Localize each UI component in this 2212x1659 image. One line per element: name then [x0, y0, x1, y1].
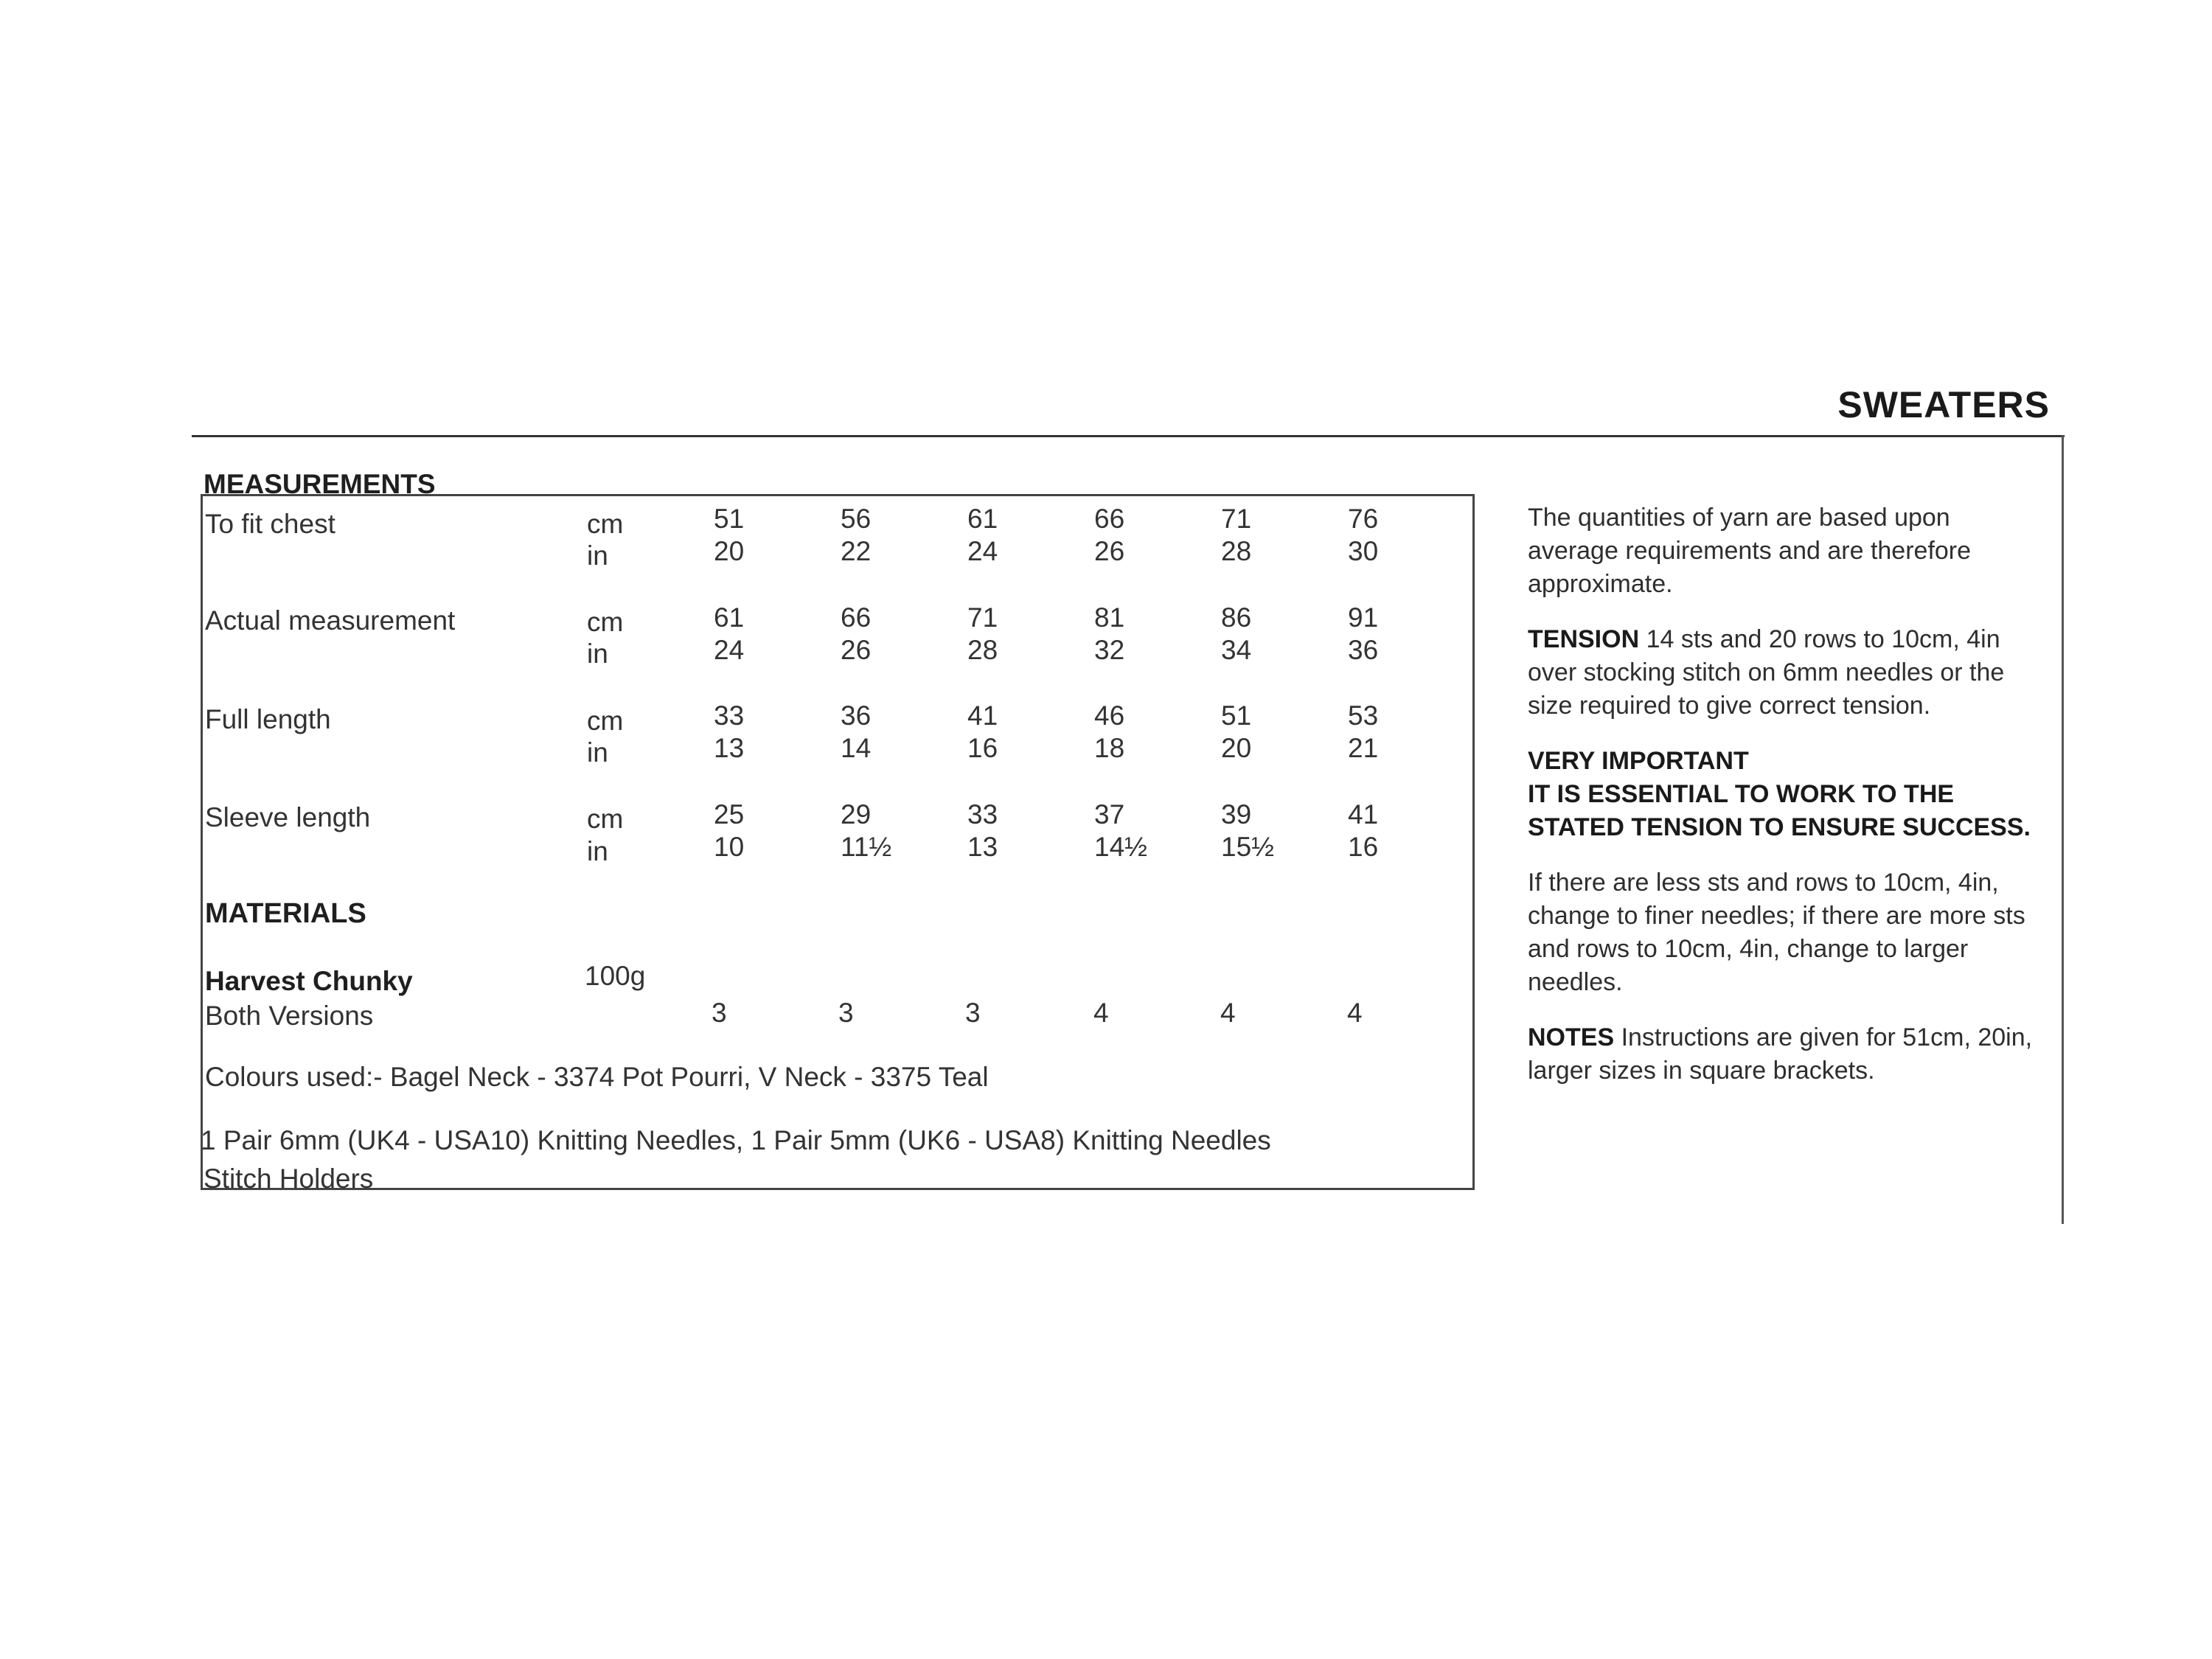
table-cell: 20 [1221, 733, 1252, 763]
table-cell: 10 [714, 832, 745, 862]
materials-heading: MATERIALS [205, 898, 366, 929]
table-cell: 29 [841, 799, 872, 830]
needles-info: 1 Pair 6mm (UK4 - USA10) Knitting Needles, 1 Pair 5mm (UK6 - USA8) Knitting Needles [201, 1125, 1271, 1155]
table-cell: 53 [1348, 700, 1379, 731]
table-cell: 11½ [841, 832, 892, 862]
tension-text: 14 sts and 20 rows to 10cm, 4in over stocking stitch on 6mm needles or the size required to give correct tension. [1528, 625, 2005, 720]
table-cell: 14 [841, 733, 872, 763]
table-cell: 4 [1347, 998, 1363, 1028]
table-cell: 51 [714, 504, 745, 534]
table-cell: 66 [841, 602, 872, 633]
tension-note [1528, 623, 2044, 723]
row-label-chest: To fit chest [205, 509, 335, 539]
quantities-note: The quantities of yarn are based upon average requirements and are therefore approximate. [1528, 504, 1972, 598]
table-cell: 61 [967, 504, 998, 534]
table-cell: 30 [1348, 536, 1379, 566]
notes-panel [1528, 501, 2044, 1110]
table-cell: 22 [841, 536, 872, 566]
header-divider [192, 435, 2065, 437]
unit-cm: cm [587, 607, 624, 637]
table-cell: 36 [1348, 635, 1379, 665]
notes-label: NOTES [1528, 1023, 1615, 1051]
table-cell: 16 [967, 733, 998, 763]
table-cell: 15½ [1221, 832, 1275, 862]
table-cell: 91 [1348, 602, 1379, 633]
table-cell: 28 [967, 635, 998, 665]
yarn-weight: 100g [585, 961, 646, 991]
important-note [1528, 745, 2044, 844]
table-cell: 32 [1094, 635, 1125, 665]
table-cell: 71 [1221, 504, 1252, 534]
unit-in: in [587, 737, 608, 768]
table-cell: 21 [1348, 733, 1379, 763]
colours-used: Colours used:- Bagel Neck - 3374 Pot Pourri, V Neck - 3375 Teal [205, 1062, 989, 1092]
table-cell: 13 [714, 733, 745, 763]
yarn-name: Harvest Chunky [205, 966, 413, 996]
table-cell: 41 [1348, 799, 1379, 830]
tension-label: TENSION [1528, 625, 1640, 653]
table-cell: 76 [1348, 504, 1379, 534]
measurements-heading: MEASUREMENTS [204, 469, 436, 499]
page-title: SWEATERS [1837, 384, 2050, 425]
table-cell: 3 [838, 998, 854, 1028]
table-cell: 25 [714, 799, 745, 830]
row-label-actual: Actual measurement [205, 605, 456, 636]
table-cell: 14½ [1094, 832, 1148, 862]
table-cell: 16 [1348, 832, 1379, 862]
notes-note [1528, 1021, 2044, 1088]
table-cell: 26 [841, 635, 872, 665]
table-cell: 3 [712, 998, 727, 1028]
table-cell: 4 [1093, 998, 1109, 1028]
adjust-note: If there are less sts and rows to 10cm, 4in, change to finer needles; if there are more sts and rows to 10cm, 4in, change to larger needles. [1528, 869, 2025, 996]
table-cell: 86 [1221, 602, 1252, 633]
unit-in: in [587, 836, 608, 866]
table-cell: 20 [714, 536, 745, 566]
table-cell: 36 [841, 700, 872, 731]
table-cell: 24 [714, 635, 745, 665]
table-cell: 18 [1094, 733, 1125, 763]
table-cell: 4 [1220, 998, 1236, 1028]
table-cell: 26 [1094, 536, 1125, 566]
table-cell: 46 [1094, 700, 1125, 731]
right-border [2062, 435, 2064, 1224]
table-cell: 66 [1094, 504, 1125, 534]
row-label-sleeve-length: Sleeve length [205, 802, 371, 832]
table-cell: 33 [967, 799, 998, 830]
unit-cm: cm [587, 706, 624, 736]
important-heading: VERY IMPORTANT [1528, 747, 1749, 775]
table-cell: 34 [1221, 635, 1252, 665]
unit-cm: cm [587, 804, 624, 834]
stitch-holders: Stitch Holders [204, 1164, 374, 1194]
unit-in: in [587, 540, 608, 571]
table-cell: 56 [841, 504, 872, 534]
table-cell: 71 [967, 602, 998, 633]
table-cell: 61 [714, 602, 745, 633]
table-cell: 28 [1221, 536, 1252, 566]
table-cell: 51 [1221, 700, 1252, 731]
unit-in: in [587, 639, 608, 669]
table-cell: 33 [714, 700, 745, 731]
important-text: IT IS ESSENTIAL TO WORK TO THE STATED TENSION TO ENSURE SUCCESS. [1528, 780, 2031, 841]
version-label: Both Versions [205, 1001, 374, 1031]
table-cell: 24 [967, 536, 998, 566]
row-label-full-length: Full length [205, 704, 331, 734]
table-cell: 13 [967, 832, 998, 862]
table-cell: 39 [1221, 799, 1252, 830]
unit-cm: cm [587, 509, 624, 539]
notes-text: Instructions are given for 51cm, 20in, larger sizes in square brackets. [1528, 1023, 2033, 1085]
table-cell: 81 [1094, 602, 1125, 633]
table-cell: 37 [1094, 799, 1125, 830]
table-cell: 41 [967, 700, 998, 731]
table-cell: 3 [965, 998, 981, 1028]
